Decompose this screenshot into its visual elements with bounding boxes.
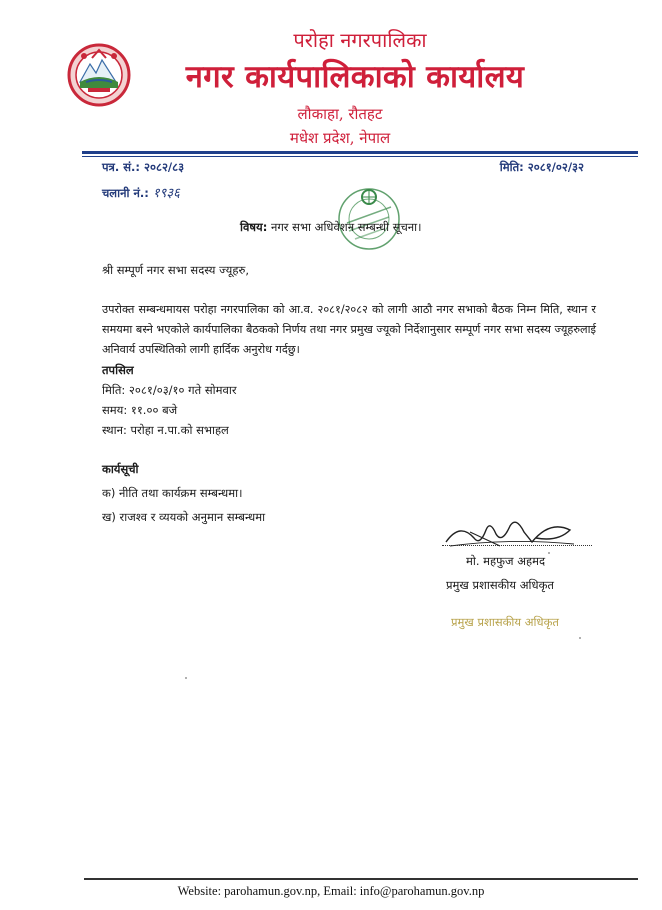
meeting-place: स्थान: परोहा न.पा.को सभाहल bbox=[102, 423, 229, 437]
date-value: २०८१/०२/३२ bbox=[527, 160, 584, 174]
reference-number bbox=[102, 160, 184, 175]
subject-text: नगर सभा अधिवेशन सम्बन्धी सूचना। bbox=[270, 220, 422, 234]
agenda-item: ख) राजश्व र व्ययको अनुमान सम्बन्धमा bbox=[102, 510, 266, 524]
letter-date bbox=[500, 160, 584, 175]
date-label: मिति: bbox=[499, 160, 524, 174]
header-rule-thin bbox=[82, 156, 638, 157]
subject-label: विषय: bbox=[240, 220, 268, 234]
agenda-item: क) नीति तथा कार्यक्रम सम्बन्धमा। bbox=[102, 486, 243, 500]
dispatch-label: चलानी नं.: bbox=[102, 186, 149, 200]
municipality-name: परोहा नगरपालिका bbox=[293, 28, 427, 52]
office-name: नगर कार्यपालिकाको कार्यालय bbox=[185, 59, 525, 95]
paper-speck bbox=[185, 677, 187, 679]
meeting-date: मिति: २०८१/०३/१० गते सोमवार bbox=[102, 383, 237, 397]
nepal-emblem-icon bbox=[66, 42, 132, 108]
salutation: श्री सम्पूर्ण नगर सभा सदस्य ज्यूहरु, bbox=[102, 263, 249, 277]
office-seal-stamp-icon bbox=[333, 183, 405, 255]
reference-label: पत्र. सं.: bbox=[102, 160, 140, 174]
body-paragraph: उपरोक्त सम्बन्धमायस परोहा नगरपालिका को आ.व. २०८१/२०८२ को लागी आठौ नगर सभाको बैठक निम्न मिति, स्थान र समयमा बस्ने भएकोले कार्यपालिका बैठकको निर्णय तथा नगर प्रमुख ज्यूको निर्देशानुसार सम्पूर्ण नगर सभा सदस्य ज्यूहरुलाई अनिवार्य उपस्थितिको लागी हार्दिक अनुरोध गर्दछु। bbox=[102, 303, 596, 356]
footer-rule bbox=[84, 878, 638, 880]
agenda-section bbox=[102, 457, 265, 529]
signature-dotted-line bbox=[442, 545, 592, 546]
dispatch-value: १९३६ bbox=[152, 186, 180, 201]
office-location: लौकाहा, रौतहट bbox=[297, 105, 383, 123]
subject-line bbox=[240, 220, 422, 235]
agenda-heading: कार्यसूची bbox=[102, 462, 139, 476]
paper-speck bbox=[579, 637, 581, 639]
dispatch-number bbox=[102, 183, 180, 201]
signer-title: प्रमुख प्रशासकीय अधिकृत bbox=[446, 578, 554, 592]
office-province: मधेश प्रदेश, नेपाल bbox=[289, 129, 391, 147]
meeting-time: समय: ११.०० बजे bbox=[102, 403, 178, 417]
header-rule bbox=[82, 151, 638, 154]
paper-speck bbox=[548, 552, 550, 554]
reference-value: २०८२/८३ bbox=[144, 160, 185, 174]
signer-title-stamp: प्रमुख प्रशासकीय अधिकृत bbox=[451, 615, 559, 629]
handwritten-signature bbox=[440, 512, 580, 552]
signer-name: मो. महफुज अहमद bbox=[466, 554, 546, 568]
footer-contact: Website: parohamun.gov.np, Email: info@parohamun.gov.np bbox=[177, 884, 485, 898]
meeting-details bbox=[102, 360, 237, 440]
details-heading: तपसिल bbox=[102, 363, 134, 377]
